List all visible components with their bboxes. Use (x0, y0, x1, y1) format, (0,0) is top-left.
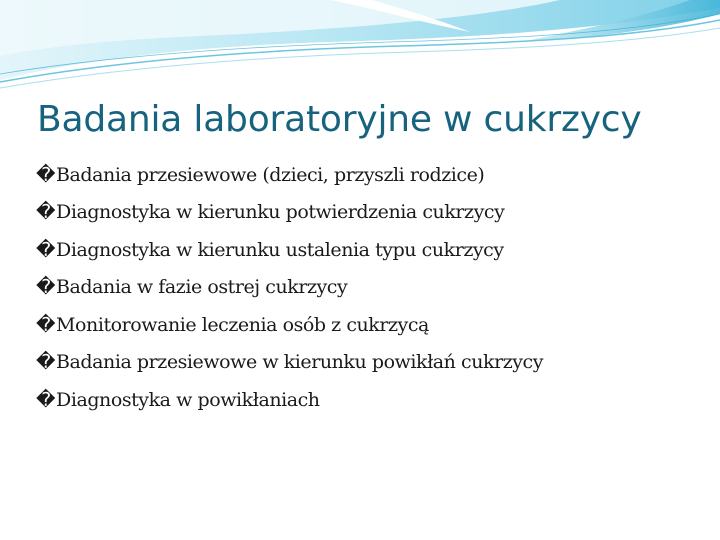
bullet-list (36, 156, 543, 419)
bullet-text: Diagnostyka w kierunku ustalenia typu cukrzycy (56, 238, 504, 261)
bullet-item (36, 269, 543, 307)
bullet-item (36, 156, 543, 194)
bullet-text: Badania w fazie ostrej cukrzycy (56, 276, 348, 299)
bullet-glyph-icon: � (36, 351, 56, 374)
bullet-text: Monitorowanie leczenia osób z cukrzycą (56, 313, 429, 336)
bullet-text: Diagnostyka w kierunku potwierdzenia cukrzycy (56, 201, 505, 224)
bullet-glyph-icon: � (36, 388, 56, 411)
bullet-item (36, 306, 543, 344)
bullet-item (36, 344, 543, 382)
bullet-text: Badania przesiewowe (dzieci, przyszli rodzice) (56, 163, 485, 186)
bullet-text: Badania przesiewowe w kierunku powikłań cukrzycy (56, 351, 544, 374)
bullet-glyph-icon: � (36, 276, 56, 299)
bullet-item (36, 231, 543, 269)
bullet-text: Diagnostyka w powikłaniach (56, 388, 320, 411)
bullet-item (36, 381, 543, 419)
bullet-glyph-icon: � (36, 313, 56, 336)
bullet-item (36, 194, 543, 232)
bullet-glyph-icon: � (36, 163, 56, 186)
slide-title: Badania laboratoryjne w cukrzycy (37, 99, 642, 140)
bullet-glyph-icon: � (36, 238, 56, 261)
header-wave-decoration (0, 0, 720, 92)
bullet-glyph-icon: � (36, 201, 56, 224)
